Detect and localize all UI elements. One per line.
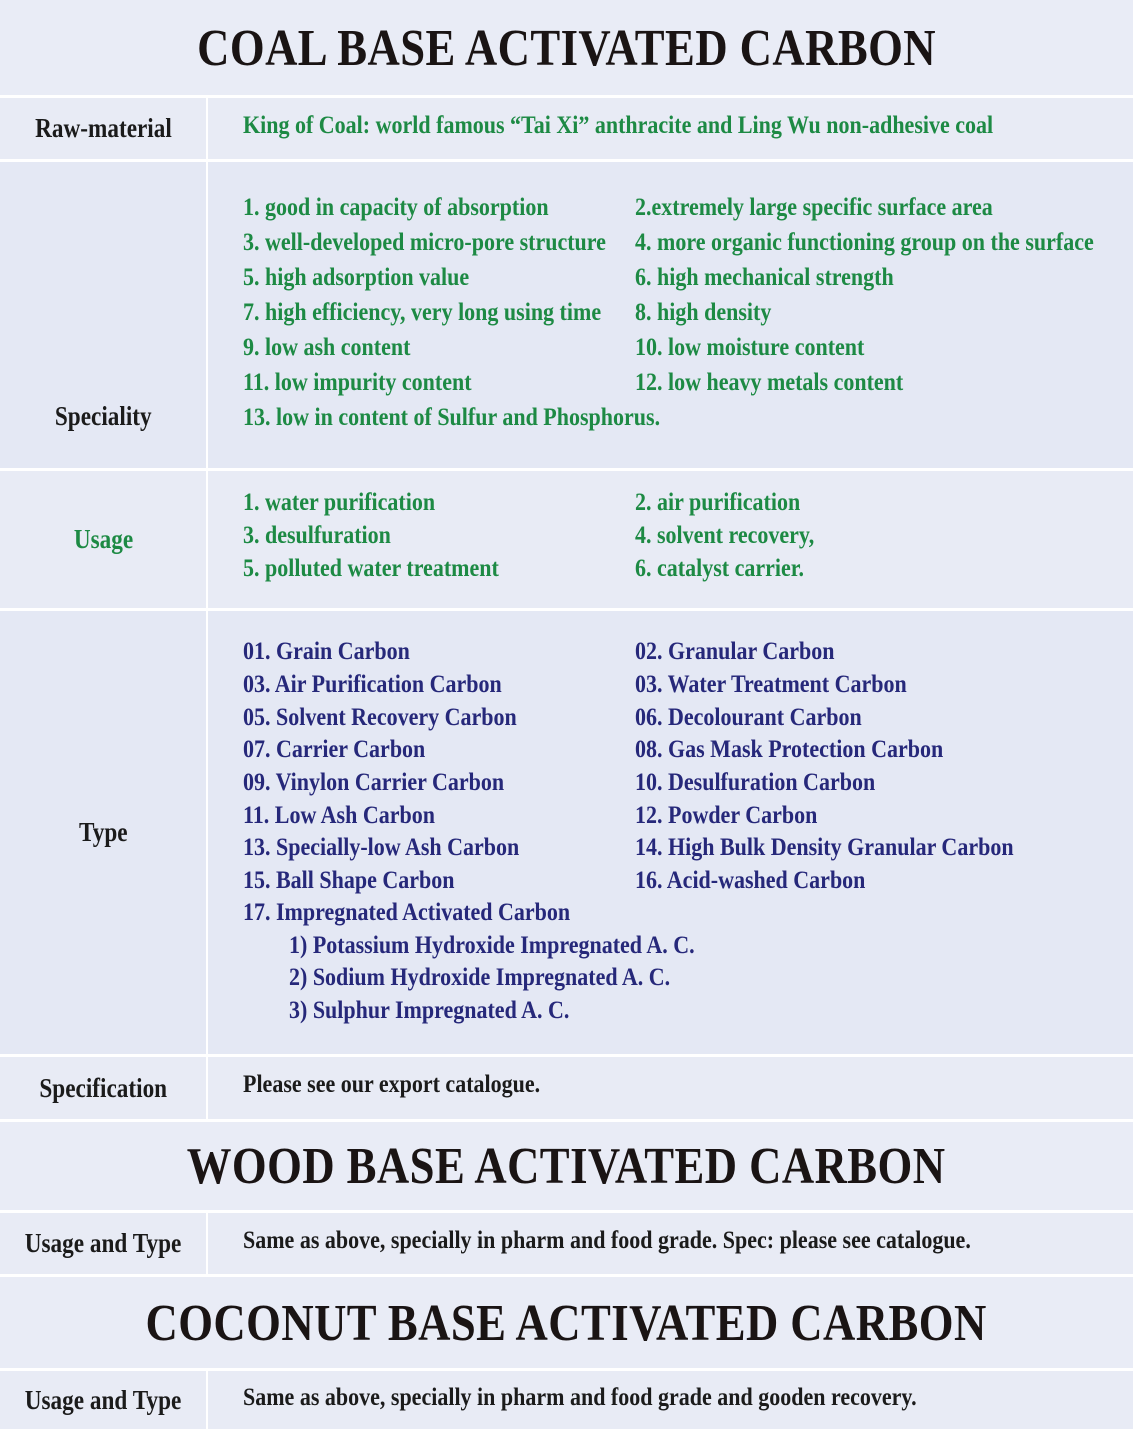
raw-material-value: King of Coal: world famous “Tai Xi” anthracite and Ling Wu non-adhesive coal <box>243 112 994 139</box>
wood-title-text: WOOD BASE ACTIVATED CARBON <box>187 1137 946 1195</box>
type-subitem: 1) Potassium Hydroxide Impregnated A. C. <box>289 932 695 959</box>
column-divider <box>206 611 208 1054</box>
usage-item: 6. catalyst carrier. <box>635 555 805 582</box>
type-item: 10. Desulfuration Carbon <box>635 769 876 796</box>
type-subitem: 3) Sulphur Impregnated A. C. <box>289 997 570 1024</box>
speciality-label: Speciality <box>54 401 152 431</box>
column-divider <box>206 162 208 468</box>
usage-item: 4. solvent recovery, <box>635 522 815 549</box>
type-item: 02. Granular Carbon <box>635 638 835 665</box>
speciality-item: 9. low ash content <box>243 334 411 361</box>
type-item: 01. Grain Carbon <box>243 638 410 665</box>
usage-item: 5. polluted water treatment <box>243 555 499 582</box>
type-item: 07. Carrier Carbon <box>243 736 426 763</box>
specification-row <box>0 1057 1133 1119</box>
specification-value: Please see our export catalogue. <box>243 1071 541 1098</box>
speciality-item: 3. well-developed micro-pore structure <box>243 229 606 256</box>
usage-label: Usage <box>73 524 133 554</box>
speciality-item: 4. more organic functioning group on the surface <box>635 229 1094 256</box>
column-divider <box>206 1213 208 1274</box>
type-item: 03. Water Treatment Carbon <box>635 671 907 698</box>
speciality-item: 8. high density <box>635 299 772 326</box>
coconut-title-text: COCONUT BASE ACTIVATED CARBON <box>145 1294 988 1352</box>
speciality-item: 1. good in capacity of absorption <box>243 194 549 221</box>
speciality-item: 10. low moisture content <box>635 334 865 361</box>
type-item: 11. Low Ash Carbon <box>243 802 435 829</box>
speciality-item: 5. high adsorption value <box>243 264 470 291</box>
type-item: 15. Ball Shape Carbon <box>243 867 455 894</box>
type-item: 06. Decolourant Carbon <box>635 704 862 731</box>
coal-title-text: COAL BASE ACTIVATED CARBON <box>197 19 936 77</box>
speciality-item: 2.extremely large specific surface area <box>635 194 993 221</box>
usage-item: 1. water purification <box>243 489 436 516</box>
usage-item: 2. air purification <box>635 489 801 516</box>
coconut-title <box>0 1277 1133 1369</box>
speciality-item: 11. low impurity content <box>243 369 472 396</box>
speciality-item: 7. high efficiency, very long using time <box>243 299 602 326</box>
coal-title <box>0 0 1133 96</box>
raw-material-label: Raw-material <box>34 113 172 143</box>
column-divider <box>206 98 208 159</box>
type-item: 14. High Bulk Density Granular Carbon <box>635 834 1014 861</box>
coconut-usage-row <box>0 1371 1133 1429</box>
wood-usage-value: Same as above, specially in pharm and food grade. Spec: please see catalogue. <box>243 1227 971 1254</box>
speciality-item: 12. low heavy metals content <box>635 369 904 396</box>
speciality-item: 13. low in content of Sulfur and Phosphorus. <box>243 404 661 431</box>
wood-usage-label: Usage and Type <box>24 1228 182 1258</box>
type-item: 09. Vinylon Carrier Carbon <box>243 769 505 796</box>
column-divider <box>206 1371 208 1429</box>
usage-row <box>0 471 1133 608</box>
type-item: 05. Solvent Recovery Carbon <box>243 704 517 731</box>
type-item: 03. Air Purification Carbon <box>243 671 502 698</box>
type-item: 16. Acid-washed Carbon <box>635 867 866 894</box>
type-row <box>0 611 1133 1054</box>
wood-title <box>0 1122 1133 1210</box>
specification-label: Specification <box>39 1072 167 1103</box>
raw-material-row <box>0 98 1133 159</box>
type-item: 17. Impregnated Activated Carbon <box>243 899 571 926</box>
coconut-usage-label: Usage and Type <box>24 1384 182 1415</box>
wood-usage-row <box>0 1213 1133 1274</box>
column-divider <box>206 471 208 608</box>
type-subitem: 2) Sodium Hydroxide Impregnated A. C. <box>289 964 671 991</box>
type-item: 12. Powder Carbon <box>635 802 818 829</box>
speciality-row <box>0 162 1133 468</box>
type-item: 08. Gas Mask Protection Carbon <box>635 736 944 763</box>
speciality-item: 6. high mechanical strength <box>635 264 894 291</box>
usage-item: 3. desulfuration <box>243 522 391 549</box>
type-item: 13. Specially-low Ash Carbon <box>243 834 520 861</box>
type-label: Type <box>78 817 128 847</box>
coconut-usage-value: Same as above, specially in pharm and food grade and gooden recovery. <box>243 1384 917 1411</box>
column-divider <box>206 1057 208 1119</box>
